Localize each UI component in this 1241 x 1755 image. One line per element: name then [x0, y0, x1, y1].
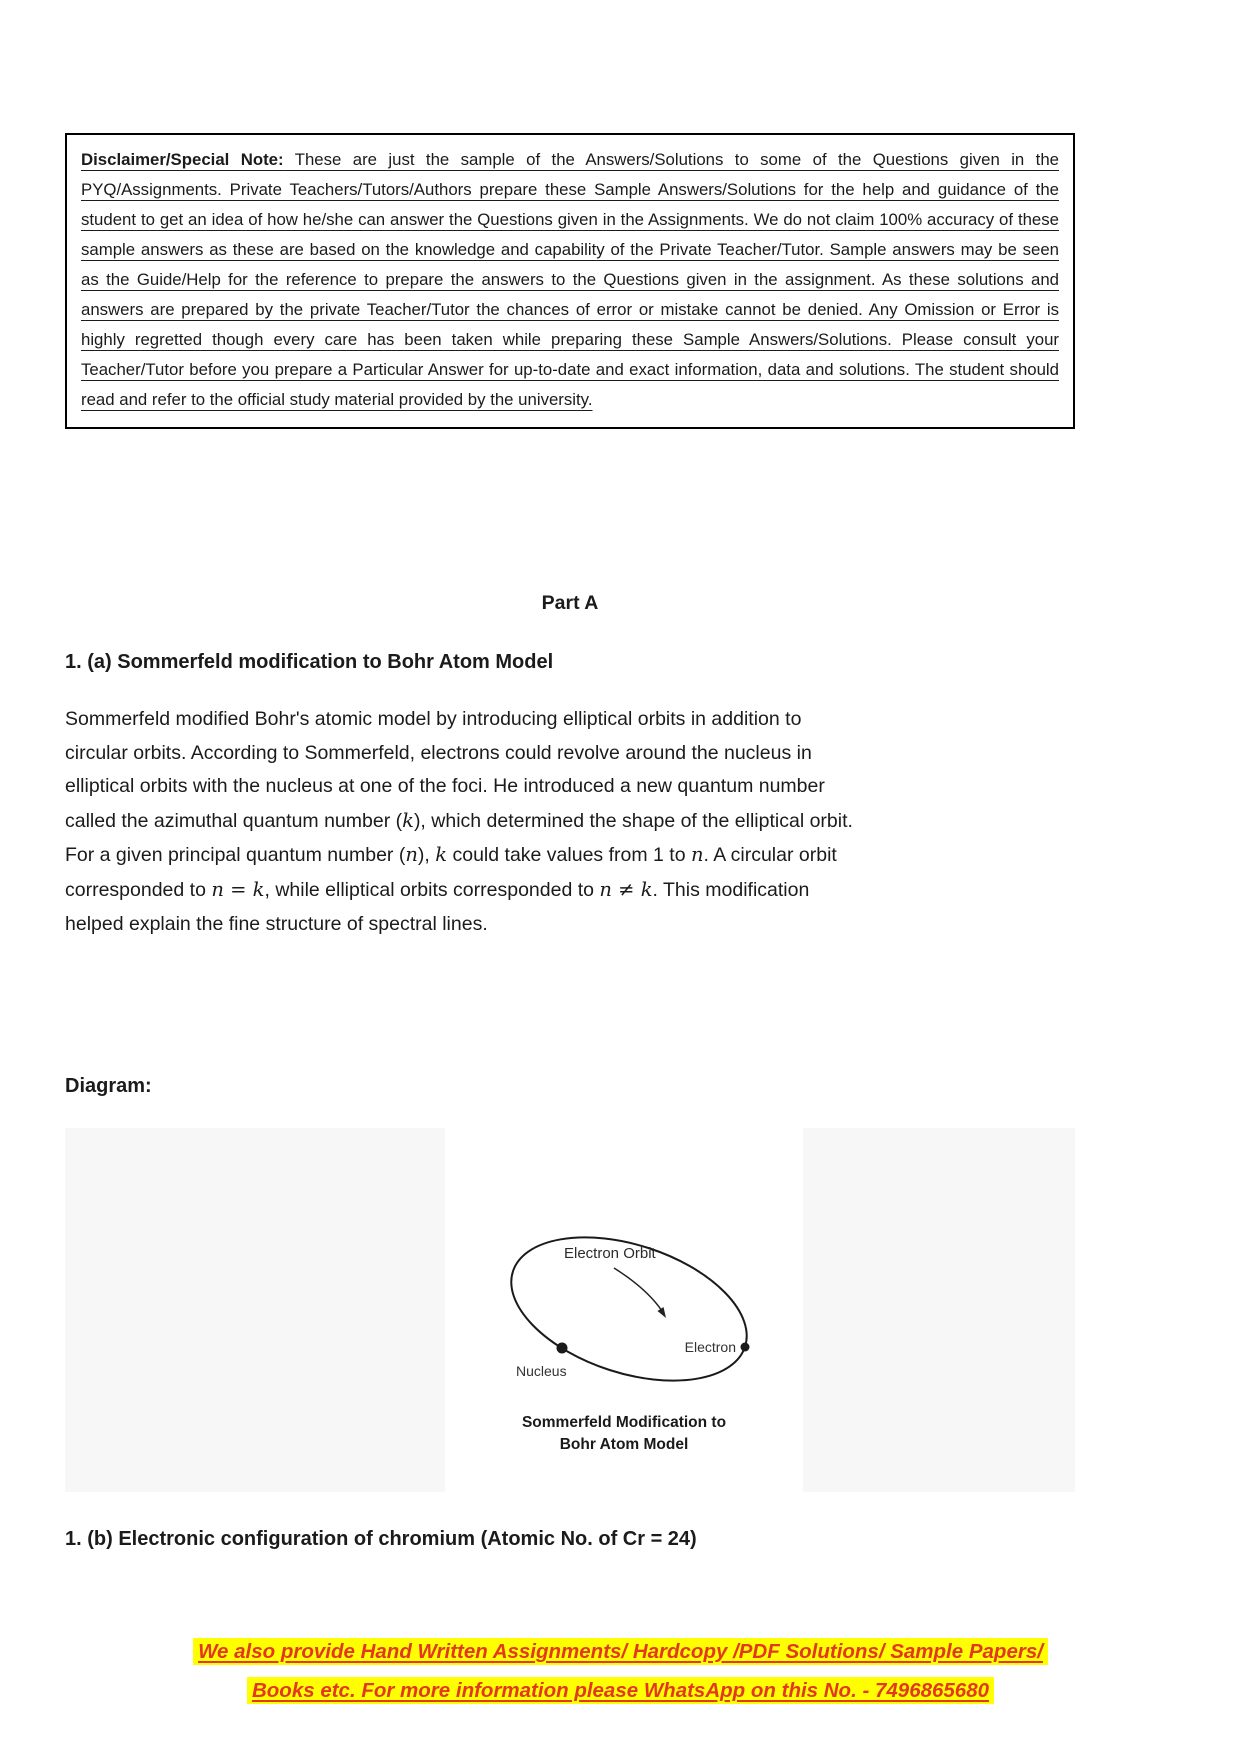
electron-orbit-label: Electron Orbit	[564, 1245, 656, 1262]
question-1a-heading: 1. (a) Sommerfeld modification to Bohr Atom Model	[65, 651, 554, 673]
figure-caption-line2: Bohr Atom Model	[559, 1436, 689, 1453]
paragraph-text: ),	[417, 844, 436, 867]
figure-right-panel	[803, 1128, 1075, 1492]
diagram-label: Diagram:	[65, 1075, 152, 1097]
paragraph-text: , while elliptical orbits corresponded to	[264, 878, 600, 901]
paragraph-text: . This modification	[652, 878, 810, 901]
nucleus-dot	[557, 1343, 568, 1354]
sommerfeld-figure	[65, 1128, 1075, 1492]
disclaimer-lead: Disclaimer/Special Note:	[81, 150, 284, 169]
math-variable: n ≠ k	[599, 877, 653, 901]
question-1a-paragraph	[65, 703, 1077, 941]
orbit-direction-arrow	[614, 1268, 664, 1314]
figure-left-panel	[65, 1128, 445, 1492]
paragraph-text: For a given principal quantum number (	[65, 844, 406, 867]
paragraph-text: . A circular orbit	[703, 844, 837, 867]
promo-footer-row1	[0, 1632, 1241, 1671]
figure-caption-line1: Sommerfeld Modification to	[521, 1414, 727, 1431]
paragraph-text: helped explain the fine structure of spectral lines.	[65, 912, 488, 935]
paragraph-text: called the azimuthal quantum number (	[65, 809, 403, 832]
figure-center-panel	[445, 1128, 803, 1492]
electron-dot	[741, 1343, 750, 1352]
part-a-title: Part A	[541, 592, 599, 614]
paragraph-text: corresponded to	[65, 878, 212, 901]
promo-footer-line2: Books etc. For more information please WhatsApp on this No. - 7496865680	[247, 1677, 994, 1704]
math-variable: n = k	[211, 877, 265, 901]
question-1b-heading: 1. (b) Electronic configuration of chromium (Atomic No. of Cr = 24)	[65, 1528, 697, 1550]
math-variable: k	[435, 843, 448, 867]
paragraph-text: circular orbits. According to Sommerfeld, electrons could revolve around the nucleus in	[65, 741, 812, 764]
paragraph-text: ), which determined the shape of the elliptical orbit.	[413, 809, 853, 832]
math-variable: n	[405, 843, 418, 867]
orbit-diagram	[454, 1154, 794, 1396]
arrowhead-icon	[658, 1307, 667, 1318]
disclaimer-box	[65, 133, 1075, 429]
promo-footer	[0, 1632, 1241, 1710]
promo-footer-row2	[0, 1671, 1241, 1710]
figure-caption	[522, 1412, 726, 1456]
paragraph-text: elliptical orbits with the nucleus at one of the foci. He introduced a new quantum number	[65, 775, 825, 798]
math-variable: n	[690, 843, 704, 867]
promo-footer-line1: We also provide Hand Written Assignments/ Hardcopy /PDF Solutions/ Sample Papers/	[193, 1638, 1048, 1665]
math-variable: k	[402, 808, 414, 832]
paragraph-text: Sommerfeld modified Bohr's atomic model by introducing elliptical orbits in addition to	[65, 708, 802, 730]
disclaimer-body: These are just the sample of the Answers/Solutions to some of the Questions given in the PYQ/Assignments. Private Teachers/Tutors/Authors prepare these Sample Answers/Solutions for the help and guidance of the student to get an idea of how he/she can answer the Questions given in the Assignments. We do not claim 100% accuracy of these sample answers as these are based on the knowledge and capability of the Private Teacher/Tutor. Sample answers may be seen as the Guide/Help for the reference to prepare the answers to the Questions given in the assignment. As these solutions and answers are prepared by the private Teacher/Tutor the chances of error or mistake cannot be denied. Any Omission or Error is highly regretted though every care has been taken while preparing these Sample Answers/Solutions. Please consult your Teacher/Tutor before you prepare a Particular Answer for up-to-date and exact information, data and solutions. The student should read and refer to the official study material provided by the university.	[81, 150, 1059, 409]
electron-label: Electron	[684, 1339, 736, 1355]
nucleus-label: Nucleus	[516, 1363, 567, 1379]
paragraph-text: could take values from 1 to	[447, 844, 691, 867]
